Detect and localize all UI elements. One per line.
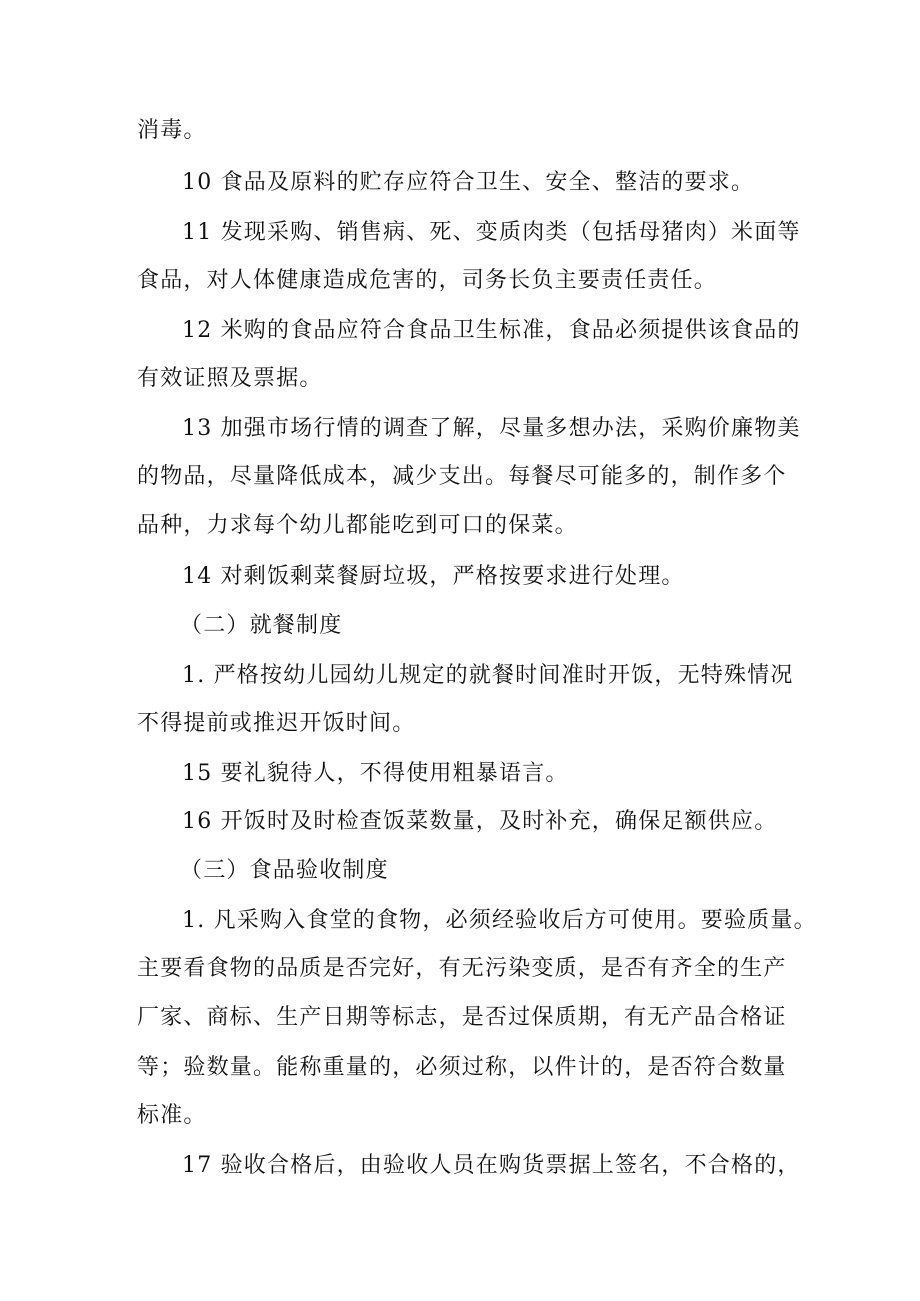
text-line-disinfect: 消毒。 — [137, 118, 207, 143]
section-heading-inspection: （三）食品验收制度 — [180, 858, 389, 883]
text-line-dining-1-cont: 不得提前或推迟开饭时间。 — [137, 711, 416, 736]
text-line-item-15: 15 要礼貌待人，不得使用粗暴语言。 — [182, 761, 569, 786]
text-line-item-13: 13 加强市场行情的调查了解，尽量多想办法，采购价廉物美 — [182, 416, 801, 441]
text-line-dining-1: 1. 严格按幼儿园幼儿规定的就餐时间准时开饭，无特殊情况 — [182, 663, 794, 688]
text-line-item-11-cont: 食品，对人体健康造成危害的，司务长负主要责任责任。 — [137, 268, 718, 293]
text-line-item-12-cont: 有效证照及票据。 — [137, 366, 323, 391]
text-line-inspection-1-cont2: 厂家、商标、生产日期等标志，是否过保质期，有无产品合格证 — [137, 1005, 787, 1030]
text-line-item-17: 17 验收合格后，由验收人员在购货票据上签名，不合格的， — [182, 1153, 801, 1178]
text-line-item-11: 11 发现采购、销售病、死、变质肉类（包括母猪肉）米面等 — [182, 220, 801, 245]
section-heading-dining: （二）就餐制度 — [180, 613, 343, 638]
text-line-inspection-1-cont4: 标准。 — [137, 1103, 207, 1128]
text-line-item-10: 10 食品及原料的贮存应符合卫生、安全、整洁的要求。 — [182, 170, 755, 195]
text-line-inspection-1: 1. 凡采购入食堂的食物，必须经验收后方可使用。要验质量。 — [182, 908, 817, 933]
text-line-item-14: 14 对剩饭剩菜餐厨垃圾，严格按要求进行处理。 — [182, 564, 685, 589]
text-line-item-12: 12 米购的食品应符合食品卫生标准，食品必须提供该食品的 — [182, 318, 801, 343]
text-line-inspection-1-cont1: 主要看食物的品质是否完好，有无污染变质，是否有齐全的生产 — [137, 956, 787, 981]
text-line-item-13-cont2: 品种，力求每个幼儿都能吃到可口的保菜。 — [137, 513, 578, 538]
text-line-item-13-cont1: 的物品，尽量降低成本，减少支出。每餐尽可能多的，制作多个 — [137, 464, 787, 489]
text-line-inspection-1-cont3: 等；验数量。能称重量的，必须过称，以件计的，是否符合数量 — [137, 1055, 787, 1080]
text-line-item-16: 16 开饭时及时检查饭菜数量，及时补充，确保足额供应。 — [182, 809, 778, 834]
